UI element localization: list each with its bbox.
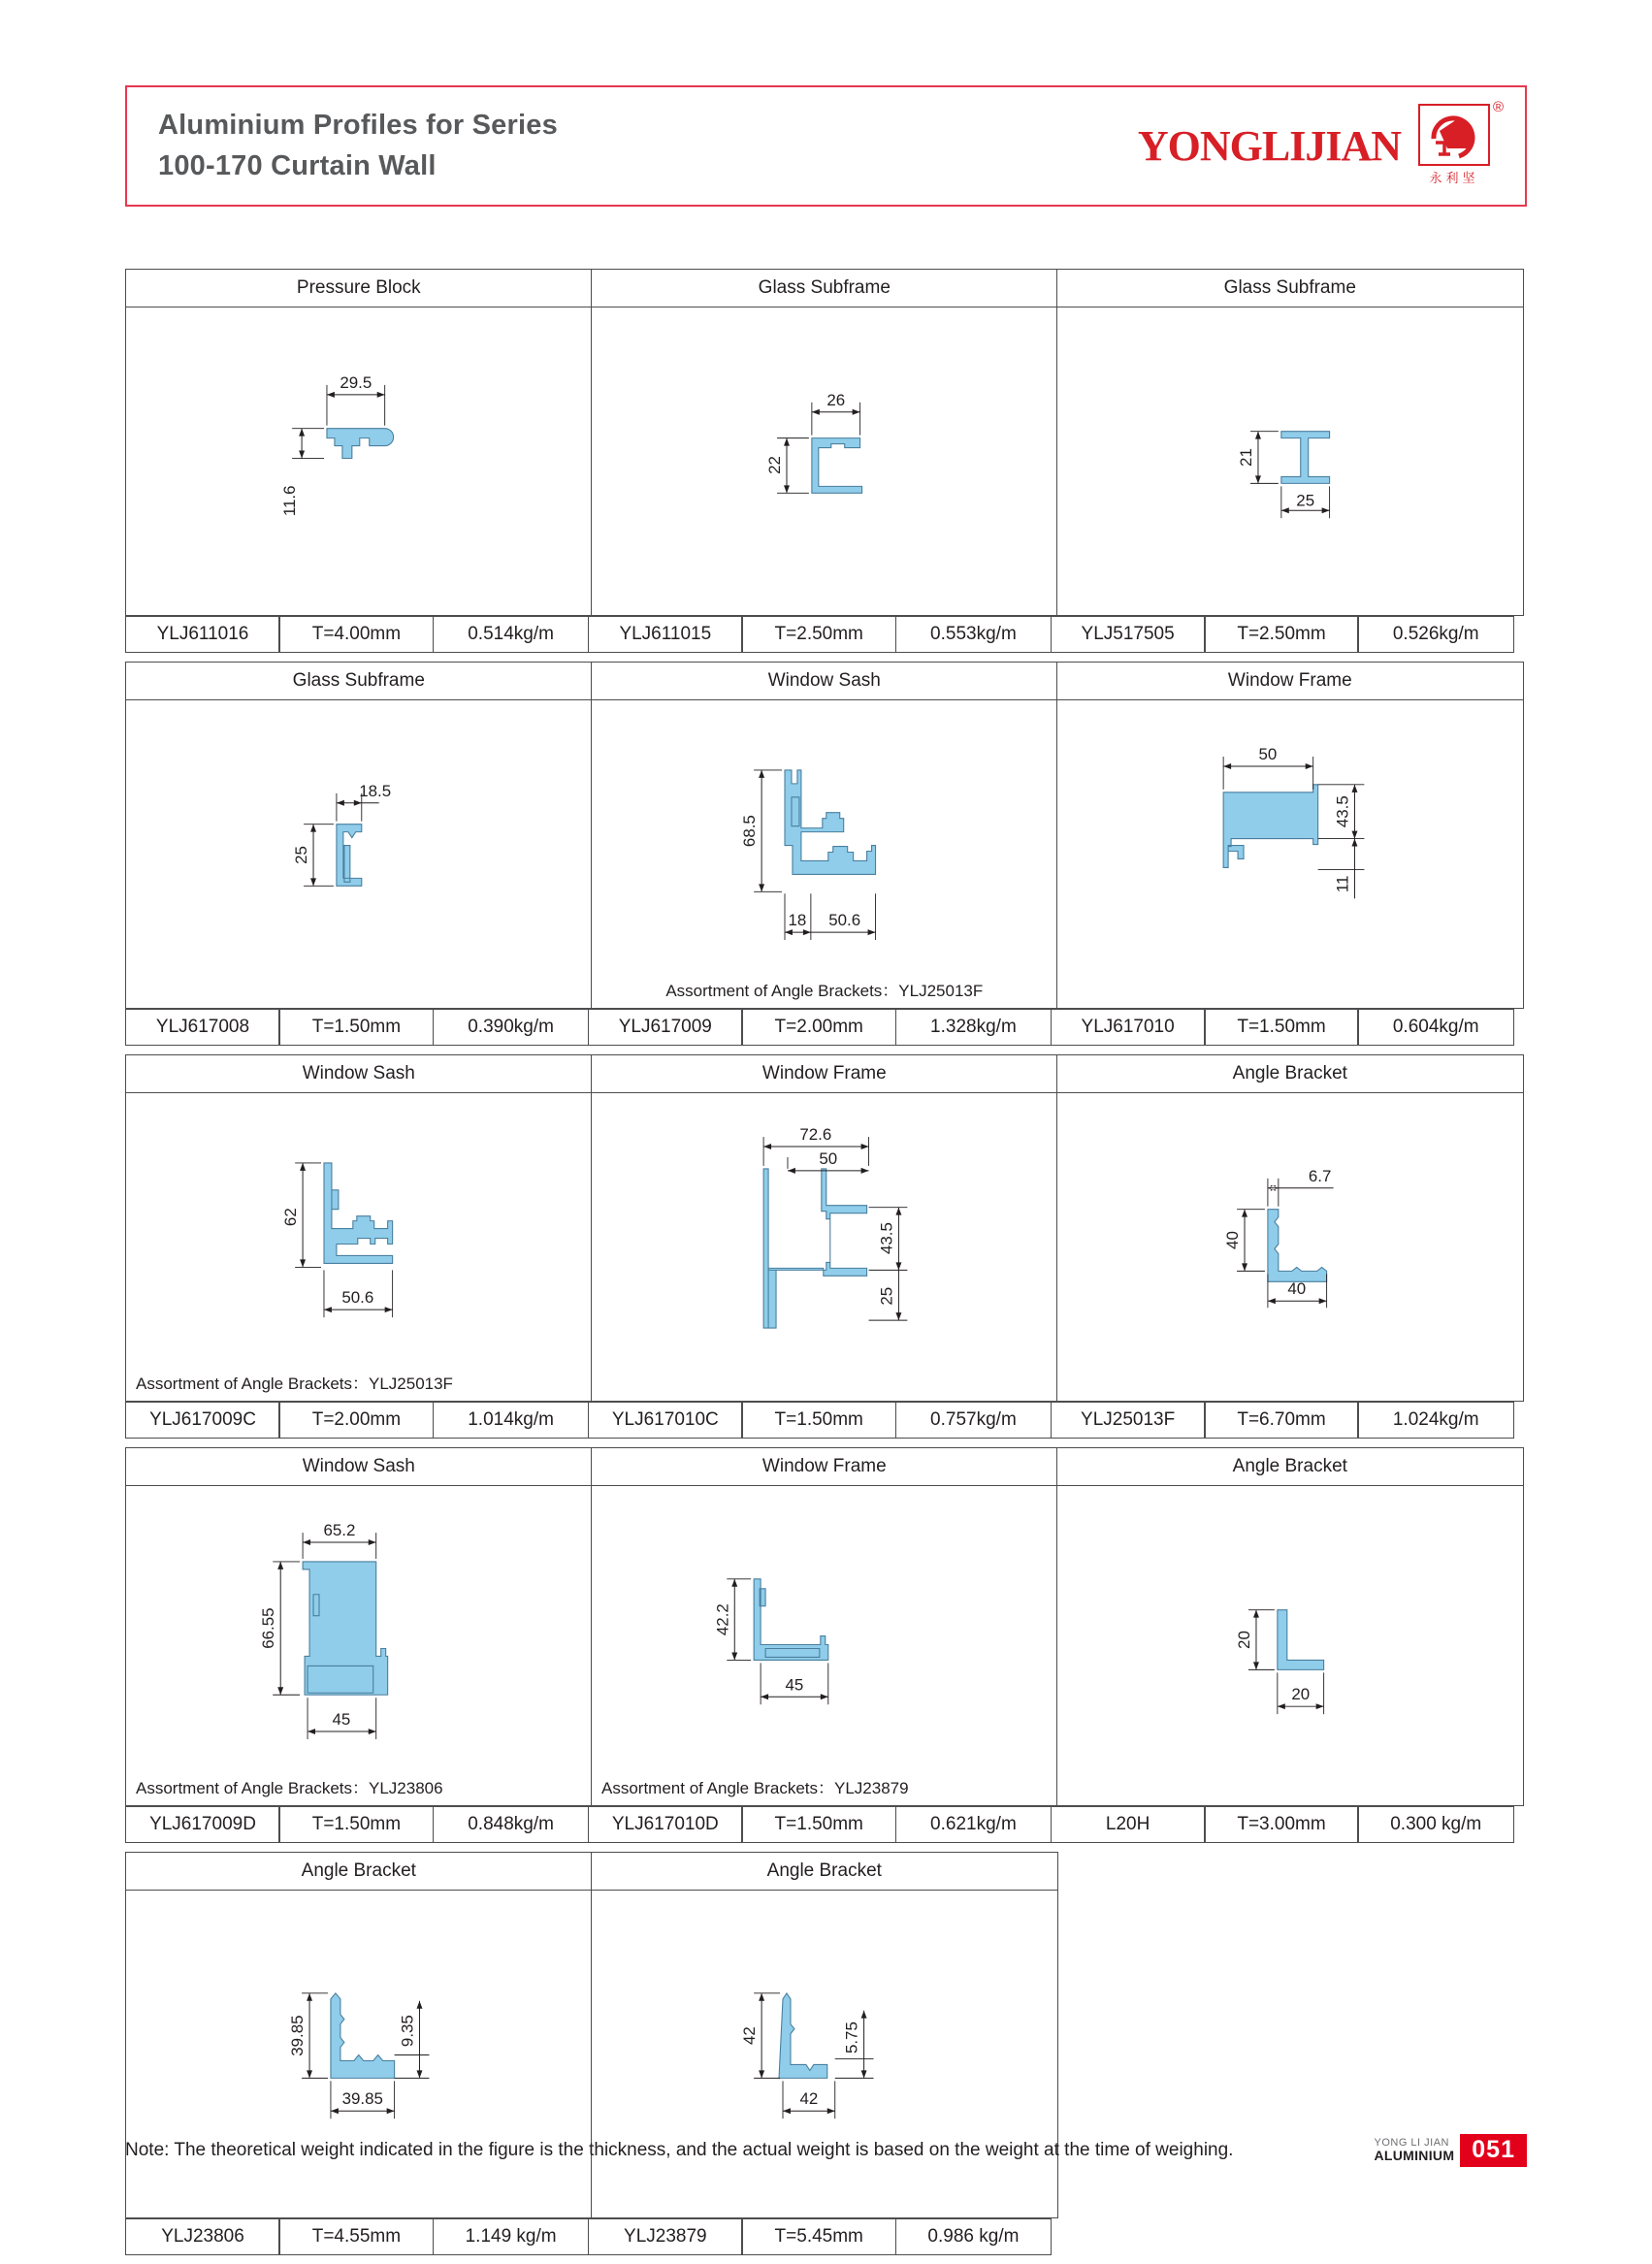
profile-drawing bbox=[1056, 1093, 1524, 1402]
product-thickness: T=1.50mm bbox=[1204, 1009, 1359, 1046]
page-title-line2: 100-170 Curtain Wall bbox=[158, 149, 437, 181]
product-thickness: T=4.00mm bbox=[278, 616, 434, 653]
svg-text:29.5: 29.5 bbox=[340, 372, 373, 392]
product-title: Angle Bracket bbox=[1056, 1447, 1524, 1486]
svg-text:5.75: 5.75 bbox=[842, 2021, 861, 2054]
profile-drawing bbox=[1056, 700, 1524, 1009]
profile-diagram-window-frame-icon bbox=[592, 1486, 1057, 1805]
svg-text:20: 20 bbox=[1235, 1631, 1254, 1649]
product-code: YLJ617009C bbox=[125, 1402, 280, 1439]
product-weight: 0.526kg/m bbox=[1357, 616, 1514, 653]
product-title: Glass Subframe bbox=[1056, 269, 1524, 307]
product-title: Window Frame bbox=[591, 1054, 1058, 1093]
page-title-line1: Aluminium Profiles for Series bbox=[158, 110, 558, 142]
product-weight: 0.604kg/m bbox=[1357, 1009, 1514, 1046]
product-code: YLJ25013F bbox=[1051, 1402, 1206, 1439]
svg-text:25: 25 bbox=[1296, 491, 1315, 510]
product-title: Glass Subframe bbox=[591, 269, 1058, 307]
svg-text:39.85: 39.85 bbox=[288, 2015, 308, 2056]
assortment-note: Assortment of Angle Brackets：YLJ25013F bbox=[136, 1375, 453, 1393]
svg-text:40: 40 bbox=[1223, 1231, 1243, 1249]
product-title: Glass Subframe bbox=[125, 662, 593, 700]
table-row bbox=[125, 269, 1527, 653]
product-weight: 0.553kg/m bbox=[895, 616, 1053, 653]
product-title: Pressure Block bbox=[125, 269, 593, 307]
svg-text:42.2: 42.2 bbox=[713, 1603, 732, 1636]
product-code: YLJ617010C bbox=[588, 1402, 743, 1439]
svg-text:45: 45 bbox=[785, 1675, 804, 1695]
svg-text:50: 50 bbox=[819, 1148, 838, 1168]
profile-drawing bbox=[125, 307, 593, 616]
svg-text:25: 25 bbox=[292, 846, 311, 864]
product-weight: 1.328kg/m bbox=[895, 1009, 1053, 1046]
brand-chinese-name: 永利坚 bbox=[1429, 171, 1479, 186]
product-code: YLJ617009D bbox=[125, 1806, 280, 1843]
svg-text:50.6: 50.6 bbox=[828, 911, 861, 930]
profile-drawing bbox=[591, 700, 1058, 1009]
profile-diagram-window-frame-icon bbox=[1057, 700, 1523, 1008]
product-thickness: T=2.00mm bbox=[741, 1009, 896, 1046]
svg-text:6.7: 6.7 bbox=[1308, 1166, 1332, 1185]
table-row bbox=[125, 1447, 1527, 1843]
assortment-note: Assortment of Angle Brackets：YLJ25013F bbox=[665, 982, 984, 1000]
profile-drawing bbox=[125, 1486, 593, 1806]
product-weight: 1.014kg/m bbox=[433, 1402, 590, 1439]
svg-text:62: 62 bbox=[281, 1208, 301, 1227]
svg-text:40: 40 bbox=[1287, 1279, 1307, 1299]
page-footer bbox=[125, 2134, 1527, 2167]
profile-diagram-window-frame-icon bbox=[592, 1093, 1057, 1401]
product-code: YLJ23806 bbox=[125, 2218, 280, 2255]
svg-text:50.6: 50.6 bbox=[341, 1288, 374, 1308]
page-marker bbox=[1374, 2134, 1527, 2167]
product-code: YLJ517505 bbox=[1051, 616, 1206, 653]
svg-text:66.55: 66.55 bbox=[259, 1607, 278, 1649]
product-code: YLJ617009 bbox=[588, 1009, 743, 1046]
profile-drawing bbox=[591, 1093, 1058, 1402]
svg-text:21: 21 bbox=[1236, 448, 1255, 467]
product-weight: 0.757kg/m bbox=[895, 1402, 1053, 1439]
product-thickness: T=1.50mm bbox=[278, 1806, 434, 1843]
svg-text:42: 42 bbox=[799, 2089, 819, 2109]
profile-diagram-h-subframe-icon bbox=[1057, 307, 1523, 615]
footer-note: Note: The theoretical weight indicated in the figure is the thickness, and the actual weight is based on the weight at the time of weighing. bbox=[125, 2140, 1234, 2160]
profile-drawing bbox=[591, 1486, 1058, 1806]
svg-text:22: 22 bbox=[765, 456, 785, 474]
profile-drawing bbox=[125, 1093, 593, 1402]
profile-diagram-angle-bracket-icon bbox=[592, 1891, 1057, 2217]
product-thickness: T=1.50mm bbox=[741, 1806, 896, 1843]
product-title: Window Sash bbox=[591, 662, 1058, 700]
product-weight: 0.300 kg/m bbox=[1357, 1806, 1514, 1843]
page-number: 051 bbox=[1460, 2134, 1527, 2167]
product-code: L20H bbox=[1051, 1806, 1206, 1843]
svg-text:72.6: 72.6 bbox=[799, 1125, 832, 1145]
product-title: Angle Bracket bbox=[125, 1852, 593, 1891]
product-thickness: T=1.50mm bbox=[278, 1009, 434, 1046]
page-marker-line1: YONG LI JIAN bbox=[1374, 2136, 1450, 2149]
registered-mark-icon: ® bbox=[1492, 98, 1504, 115]
profile-diagram-angle-bracket-icon bbox=[126, 1891, 592, 2217]
profile-drawing bbox=[125, 1891, 593, 2218]
table-row bbox=[125, 662, 1527, 1046]
product-thickness: T=6.70mm bbox=[1204, 1402, 1359, 1439]
svg-text:43.5: 43.5 bbox=[877, 1222, 896, 1254]
brand-emblem-icon bbox=[1418, 98, 1504, 191]
assortment-note: Assortment of Angle Brackets：YLJ23806 bbox=[136, 1779, 443, 1797]
page-title bbox=[158, 106, 558, 185]
product-weight: 1.024kg/m bbox=[1357, 1402, 1514, 1439]
product-weight: 0.848kg/m bbox=[433, 1806, 590, 1843]
svg-text:39.85: 39.85 bbox=[341, 2089, 383, 2109]
profile-diagram-window-sash-icon bbox=[126, 1486, 592, 1805]
profile-diagram-angle-bracket-icon bbox=[1057, 1486, 1523, 1805]
svg-text:26: 26 bbox=[826, 390, 846, 409]
brand-emblem-glyph-icon bbox=[1420, 106, 1488, 164]
svg-text:9.35: 9.35 bbox=[398, 2015, 417, 2048]
svg-text:11.6: 11.6 bbox=[280, 485, 300, 517]
page-header bbox=[125, 85, 1527, 207]
page-marker-line2: ALUMINIUM bbox=[1374, 2148, 1455, 2164]
brand-logo bbox=[1137, 98, 1525, 191]
product-weight: 0.986 kg/m bbox=[895, 2218, 1053, 2255]
product-code: YLJ611016 bbox=[125, 616, 280, 653]
svg-text:42: 42 bbox=[740, 2026, 760, 2046]
profile-drawing bbox=[1056, 1486, 1524, 1806]
product-code: YLJ617010 bbox=[1051, 1009, 1206, 1046]
product-thickness: T=2.50mm bbox=[1204, 616, 1359, 653]
assortment-note: Assortment of Angle Brackets：YLJ23879 bbox=[601, 1779, 909, 1797]
table-row bbox=[125, 1852, 1527, 2255]
profile-diagram-glass-subframe-icon bbox=[592, 307, 1057, 615]
brand-emblem-box bbox=[1418, 104, 1490, 166]
profile-drawing bbox=[591, 1891, 1058, 2218]
page-marker-brand bbox=[1374, 2138, 1454, 2163]
product-thickness: T=3.00mm bbox=[1204, 1806, 1359, 1843]
profile-drawing bbox=[125, 700, 593, 1009]
svg-text:18.5: 18.5 bbox=[359, 781, 392, 800]
profile-diagram-angle-bracket-icon bbox=[1057, 1093, 1523, 1401]
product-weight: 0.514kg/m bbox=[433, 616, 590, 653]
svg-text:65.2: 65.2 bbox=[323, 1521, 356, 1540]
table-row bbox=[125, 1054, 1527, 1439]
product-thickness: T=4.55mm bbox=[278, 2218, 434, 2255]
product-title: Angle Bracket bbox=[591, 1852, 1058, 1891]
profiles-table bbox=[125, 269, 1527, 2264]
svg-text:50: 50 bbox=[1258, 744, 1278, 763]
product-thickness: T=5.45mm bbox=[741, 2218, 896, 2255]
product-title: Window Frame bbox=[591, 1447, 1058, 1486]
svg-text:43.5: 43.5 bbox=[1333, 795, 1352, 828]
product-weight: 0.621kg/m bbox=[895, 1806, 1053, 1843]
product-code: YLJ23879 bbox=[588, 2218, 743, 2255]
product-code: YLJ611015 bbox=[588, 616, 743, 653]
svg-text:11: 11 bbox=[1333, 875, 1352, 893]
product-title: Angle Bracket bbox=[1056, 1054, 1524, 1093]
product-thickness: T=2.00mm bbox=[278, 1402, 434, 1439]
brand-wordmark: YONGLIJIAN bbox=[1137, 122, 1401, 170]
product-code: YLJ617008 bbox=[125, 1009, 280, 1046]
product-title: Window Sash bbox=[125, 1447, 593, 1486]
svg-text:68.5: 68.5 bbox=[740, 815, 760, 848]
empty-cell bbox=[1058, 1852, 1527, 1891]
product-weight: 0.390kg/m bbox=[433, 1009, 590, 1046]
svg-text:18: 18 bbox=[788, 911, 807, 930]
svg-text:45: 45 bbox=[332, 1710, 351, 1730]
product-thickness: T=1.50mm bbox=[741, 1402, 896, 1439]
profile-diagram-pressure-block-icon bbox=[126, 307, 592, 615]
profile-drawing bbox=[591, 307, 1058, 616]
product-title: Window Frame bbox=[1056, 662, 1524, 700]
product-code: YLJ617010D bbox=[588, 1806, 743, 1843]
profile-drawing bbox=[1056, 307, 1524, 616]
product-weight: 1.149 kg/m bbox=[433, 2218, 590, 2255]
svg-text:20: 20 bbox=[1291, 1685, 1311, 1704]
profile-diagram-window-sash-icon bbox=[592, 700, 1057, 1008]
svg-text:25: 25 bbox=[877, 1286, 896, 1306]
profile-diagram-window-sash-icon bbox=[126, 1093, 592, 1401]
empty-cell bbox=[1058, 1891, 1527, 2218]
profile-diagram-glass-subframe-icon bbox=[126, 700, 592, 1008]
product-thickness: T=2.50mm bbox=[741, 616, 896, 653]
product-title: Window Sash bbox=[125, 1054, 593, 1093]
